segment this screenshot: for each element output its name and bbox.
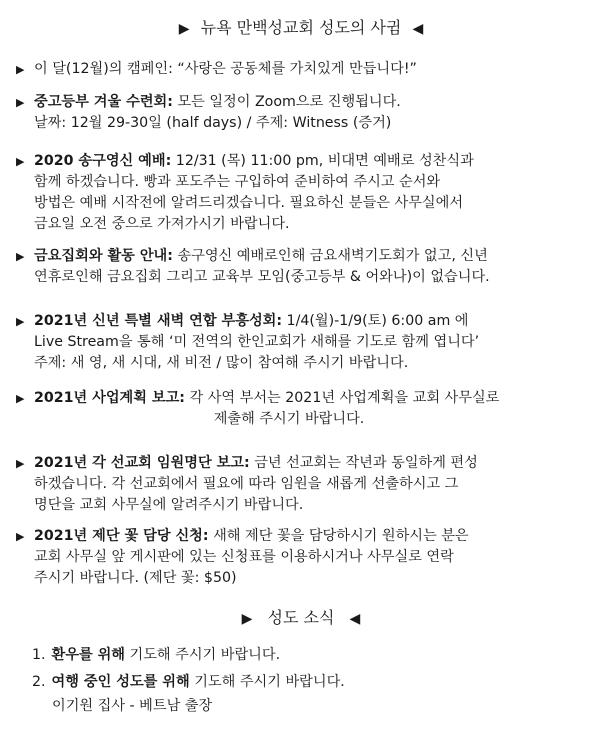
- announcement-line: [34, 193, 584, 214]
- announcement-text: Live Stream을 통해 ‘미 전역의 한인교회가 새해를 기도로 함께 엽니다’: [34, 334, 480, 350]
- announcement-text: 교회 사무실 앞 게시판에 있는 신청표를 이용하시거나 사무실로 연락: [34, 549, 454, 565]
- announcement-line: [34, 388, 584, 409]
- announcement-item: [16, 151, 584, 235]
- announcement-line: [34, 172, 584, 193]
- announcement-line: [34, 92, 584, 113]
- news-number: 2.: [32, 674, 46, 690]
- bullet-triangle-icon: ▶: [16, 155, 25, 168]
- announcement-text: 연휴로인해 금요집회 그리고 교육부 모임(중고등부 & 어와나)이 없습니다.: [34, 269, 490, 285]
- announcement-line: [34, 526, 584, 547]
- announcement-item: [16, 92, 584, 134]
- announcement-line: [34, 353, 584, 374]
- announcement-heading: 2021년 각 선교회 임원명단 보고:: [34, 455, 250, 471]
- triangle-left-icon: ◀: [349, 611, 361, 627]
- announcement-text: 송구영신 예배로인해 금요새벽기도회가 없고, 신년: [172, 248, 488, 264]
- announcement-item: [16, 246, 584, 288]
- announcement-line: [34, 311, 584, 332]
- announcement-line: [34, 453, 584, 474]
- page-title: [0, 17, 602, 40]
- announcement-heading: 중고등부 겨울 수련회:: [34, 94, 173, 110]
- announcement-text: 제출해 주시기 바랍니다.: [213, 411, 365, 427]
- bullet-triangle-icon: ▶: [16, 457, 25, 470]
- bullet-triangle-icon: ▶: [16, 530, 25, 543]
- news-title-text: 성도 소식: [267, 608, 335, 627]
- bullet-triangle-icon: ▶: [16, 96, 25, 109]
- announcement-heading: 2021년 사업계획 보고:: [34, 390, 185, 406]
- announcement-line: [34, 151, 584, 172]
- announcement-text: 각 사역 부서는 2021년 사업계획을 교회 사무실로: [184, 390, 500, 406]
- announcement-text: 금년 선교회는 작년과 동일하게 편성: [249, 455, 478, 471]
- news-number: 1.: [32, 647, 46, 663]
- news-text: 이기원 집사 - 베트남 출장: [52, 698, 213, 714]
- bullet-triangle-icon: ▶: [16, 315, 25, 328]
- announcement-text: 방법은 예배 시작전에 알려드리겠습니다. 필요하신 분들은 사무실에서: [34, 195, 464, 211]
- announcement-line: [34, 568, 584, 589]
- announcement-item: [16, 526, 584, 589]
- announcement-line: [34, 547, 584, 568]
- announcement-text: 명단을 교회 사무실에 알려주시기 바랍니다.: [34, 497, 304, 513]
- triangle-left-icon: ◀: [412, 21, 424, 37]
- announcement-text: 주제: 새 영, 새 시대, 새 비전 / 많이 참여해 주시기 바랍니다.: [34, 355, 409, 371]
- announcement-line: [34, 332, 584, 353]
- announcement-text: 이 달(12월)의 캠페인: “사랑은 공동체를 가치있게 만듭니다!”: [34, 61, 417, 77]
- announcement-text: 함께 하겠습니다. 빵과 포도주는 구입하여 준비하여 주시고 순서와: [34, 174, 441, 190]
- announcement-line: [34, 267, 584, 288]
- news-heading: 여행 중인 성도를 위해: [51, 674, 190, 690]
- announcement-heading: 금요집회와 활동 안내:: [34, 248, 173, 264]
- announcement-line: [34, 474, 584, 495]
- page-title-text: 뉴욕 만백성교회 성도의 사귐: [200, 18, 402, 37]
- announcement-line: [34, 409, 584, 430]
- announcement-line: [34, 246, 584, 267]
- announcement-text: 하겠습니다. 각 선교회에서 필요에 따라 임원을 새롭게 선출하시고 그: [34, 476, 459, 492]
- announcement-item: [16, 453, 584, 516]
- bullet-triangle-icon: ▶: [16, 250, 25, 263]
- announcement-line: [34, 113, 584, 134]
- announcement-heading: 2021년 제단 꽃 담당 신청:: [34, 528, 209, 544]
- triangle-right-icon: ▶: [178, 21, 190, 37]
- announcement-text: 금요일 오전 중으로 가져가시기 바랍니다.: [34, 216, 290, 232]
- news-heading: 환우를 위해: [51, 647, 126, 663]
- news-section-title: [0, 607, 602, 630]
- announcement-text: 12/31 (목) 11:00 pm, 비대면 예배로 성찬식과: [171, 153, 474, 169]
- announcement-text: 주시기 바랍니다. (제단 꽃: $50): [34, 570, 237, 586]
- announcement-text: 새해 제단 꽃을 담당하시기 원하시는 분은: [208, 528, 469, 544]
- announcement-text: 날짜: 12월 29-30일 (half days) / 주제: Witness (증거): [34, 115, 392, 131]
- announcement-item: [16, 59, 584, 80]
- bullet-triangle-icon: ▶: [16, 63, 25, 76]
- news-text: 기도해 주시기 바랍니다.: [189, 674, 345, 690]
- news-item: [32, 645, 280, 666]
- news-text: 기도해 주시기 바랍니다.: [125, 647, 281, 663]
- announcement-line: [34, 495, 584, 516]
- announcement-text: 1/4(월)-1/9(토) 6:00 am 에: [282, 313, 469, 329]
- triangle-right-icon: ▶: [241, 611, 253, 627]
- announcement-heading: 2020 송구영신 예배:: [34, 153, 172, 169]
- announcement-heading: 2021년 신년 특별 새벽 연합 부흥성회:: [34, 313, 283, 329]
- announcement-item: [16, 311, 584, 374]
- news-item: [32, 672, 345, 693]
- announcement-line: [34, 214, 584, 235]
- announcement-item: [16, 388, 584, 430]
- bullet-triangle-icon: ▶: [16, 392, 25, 405]
- announcement-line: [34, 59, 584, 80]
- announcement-text: 모든 일정이 Zoom으로 진행됩니다.: [172, 94, 401, 110]
- news-item: [52, 696, 212, 717]
